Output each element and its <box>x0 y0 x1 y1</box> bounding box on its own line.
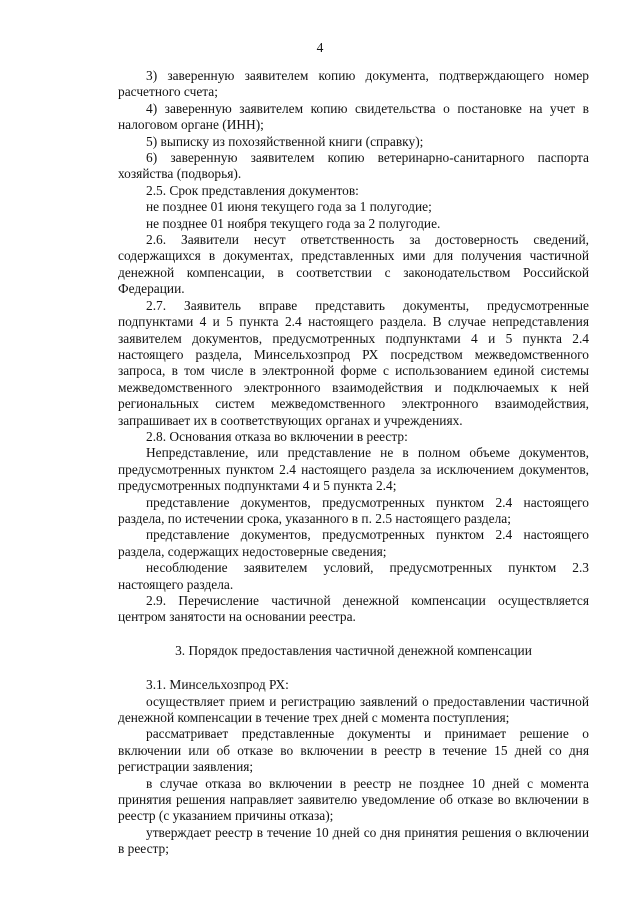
paragraph-duty-2: рассматривает представленные документы и принимает решение о включении или об отказе во включении в реестр в течение 15 дней со дня регистрации заявления; <box>118 726 589 775</box>
page-number: 4 <box>316 40 324 55</box>
paragraph-2-9: 2.9. Перечисление частичной денежной компенсации осуществляется центром занятости на основании реестра. <box>118 593 589 625</box>
paragraph-2-6: 2.6. Заявители несут ответственность за достоверность сведений, содержащихся в документах, представленных ими для получения частичной денежной компенсации, в соответствии с законодательством Российской Федерации. <box>118 232 589 297</box>
paragraph-item-5: 5) выписку из похозяйственной книги (справку); <box>146 133 424 149</box>
paragraph-refusal-4: несоблюдение заявителем условий, предусмотренных пунктом 2.3 настоящего раздела. <box>118 560 589 592</box>
paragraph-3-1: 3.1. Минсельхозпрод РХ: <box>146 677 289 693</box>
paragraph-item-3: 3) заверенную заявителем копию документа, подтверждающего номер расчетного счета; <box>118 68 589 100</box>
paragraph-duty-4: утверждает реестр в течение 10 дней со дня принятия решения о включении в реестр; <box>118 824 589 857</box>
paragraph-refusal-3: представление документов, предусмотренных пунктом 2.4 настоящего раздела, содержащих недостоверные сведения; <box>118 527 589 559</box>
paragraph-2-5: 2.5. Срок представления документов: <box>146 182 359 198</box>
paragraph-refusal-2: представление документов, предусмотренных пунктом 2.4 настоящего раздела, по истечении срока, указанного в п. 2.5 настоящего раздела; <box>118 494 589 526</box>
paragraph-2-8: 2.8. Основания отказа во включении в реестр: <box>146 428 408 444</box>
paragraph-item-6: 6) заверенную заявителем копию ветеринарно-санитарного паспорта хозяйства (подворья). <box>118 150 589 182</box>
paragraph-duty-1: осуществляет прием и регистрацию заявлений о предоставлении частичной денежной компенсации в течение трех дней с момента поступления; <box>118 693 589 726</box>
paragraph-duty-3: в случае отказа во включении в реестр не позднее 10 дней с момента принятия решения направляет заявителю уведомление об отказе во включении в реестр (с указанием причины отказа); <box>118 775 589 824</box>
paragraph-item-4: 4) заверенную заявителем копию свидетельства о постановке на учет в налоговом органе (ИНН); <box>118 100 589 133</box>
paragraph-deadline-1: не позднее 01 июня текущего года за 1 полугодие; <box>146 199 432 215</box>
paragraph-2-7: 2.7. Заявитель вправе представить документы, предусмотренные подпунктами 4 и 5 пункта 2.4 настоящего раздела. В случае непредставления заявителем документов, предусмотренных подпунктами 4 и 5 пункта 2.4 настоящего раздела, Минсельхозпрод РХ посредством межведомственного запроса, в том числе в электронной форме с использованием единой системы межведомственного электронного взаимодействия и подключаемых к ней региональных систем межведомственного электронного взаимодействия, запрашивает их в соответствующих органах и учреждениях. <box>118 297 589 428</box>
document-body <box>118 68 589 858</box>
section-heading: 3. Порядок предоставления частичной денежной компенсации <box>175 642 532 658</box>
paragraph-deadline-2: не позднее 01 ноября текущего года за 2 полугодие. <box>146 215 441 231</box>
paragraph-refusal-1: Непредставление, или представление не в полном объеме документов, предусмотренных пунктом 2.4 настоящего раздела за исключением документов, предусмотренных подпунктами 4 и 5 пункта 2.4; <box>118 445 589 494</box>
